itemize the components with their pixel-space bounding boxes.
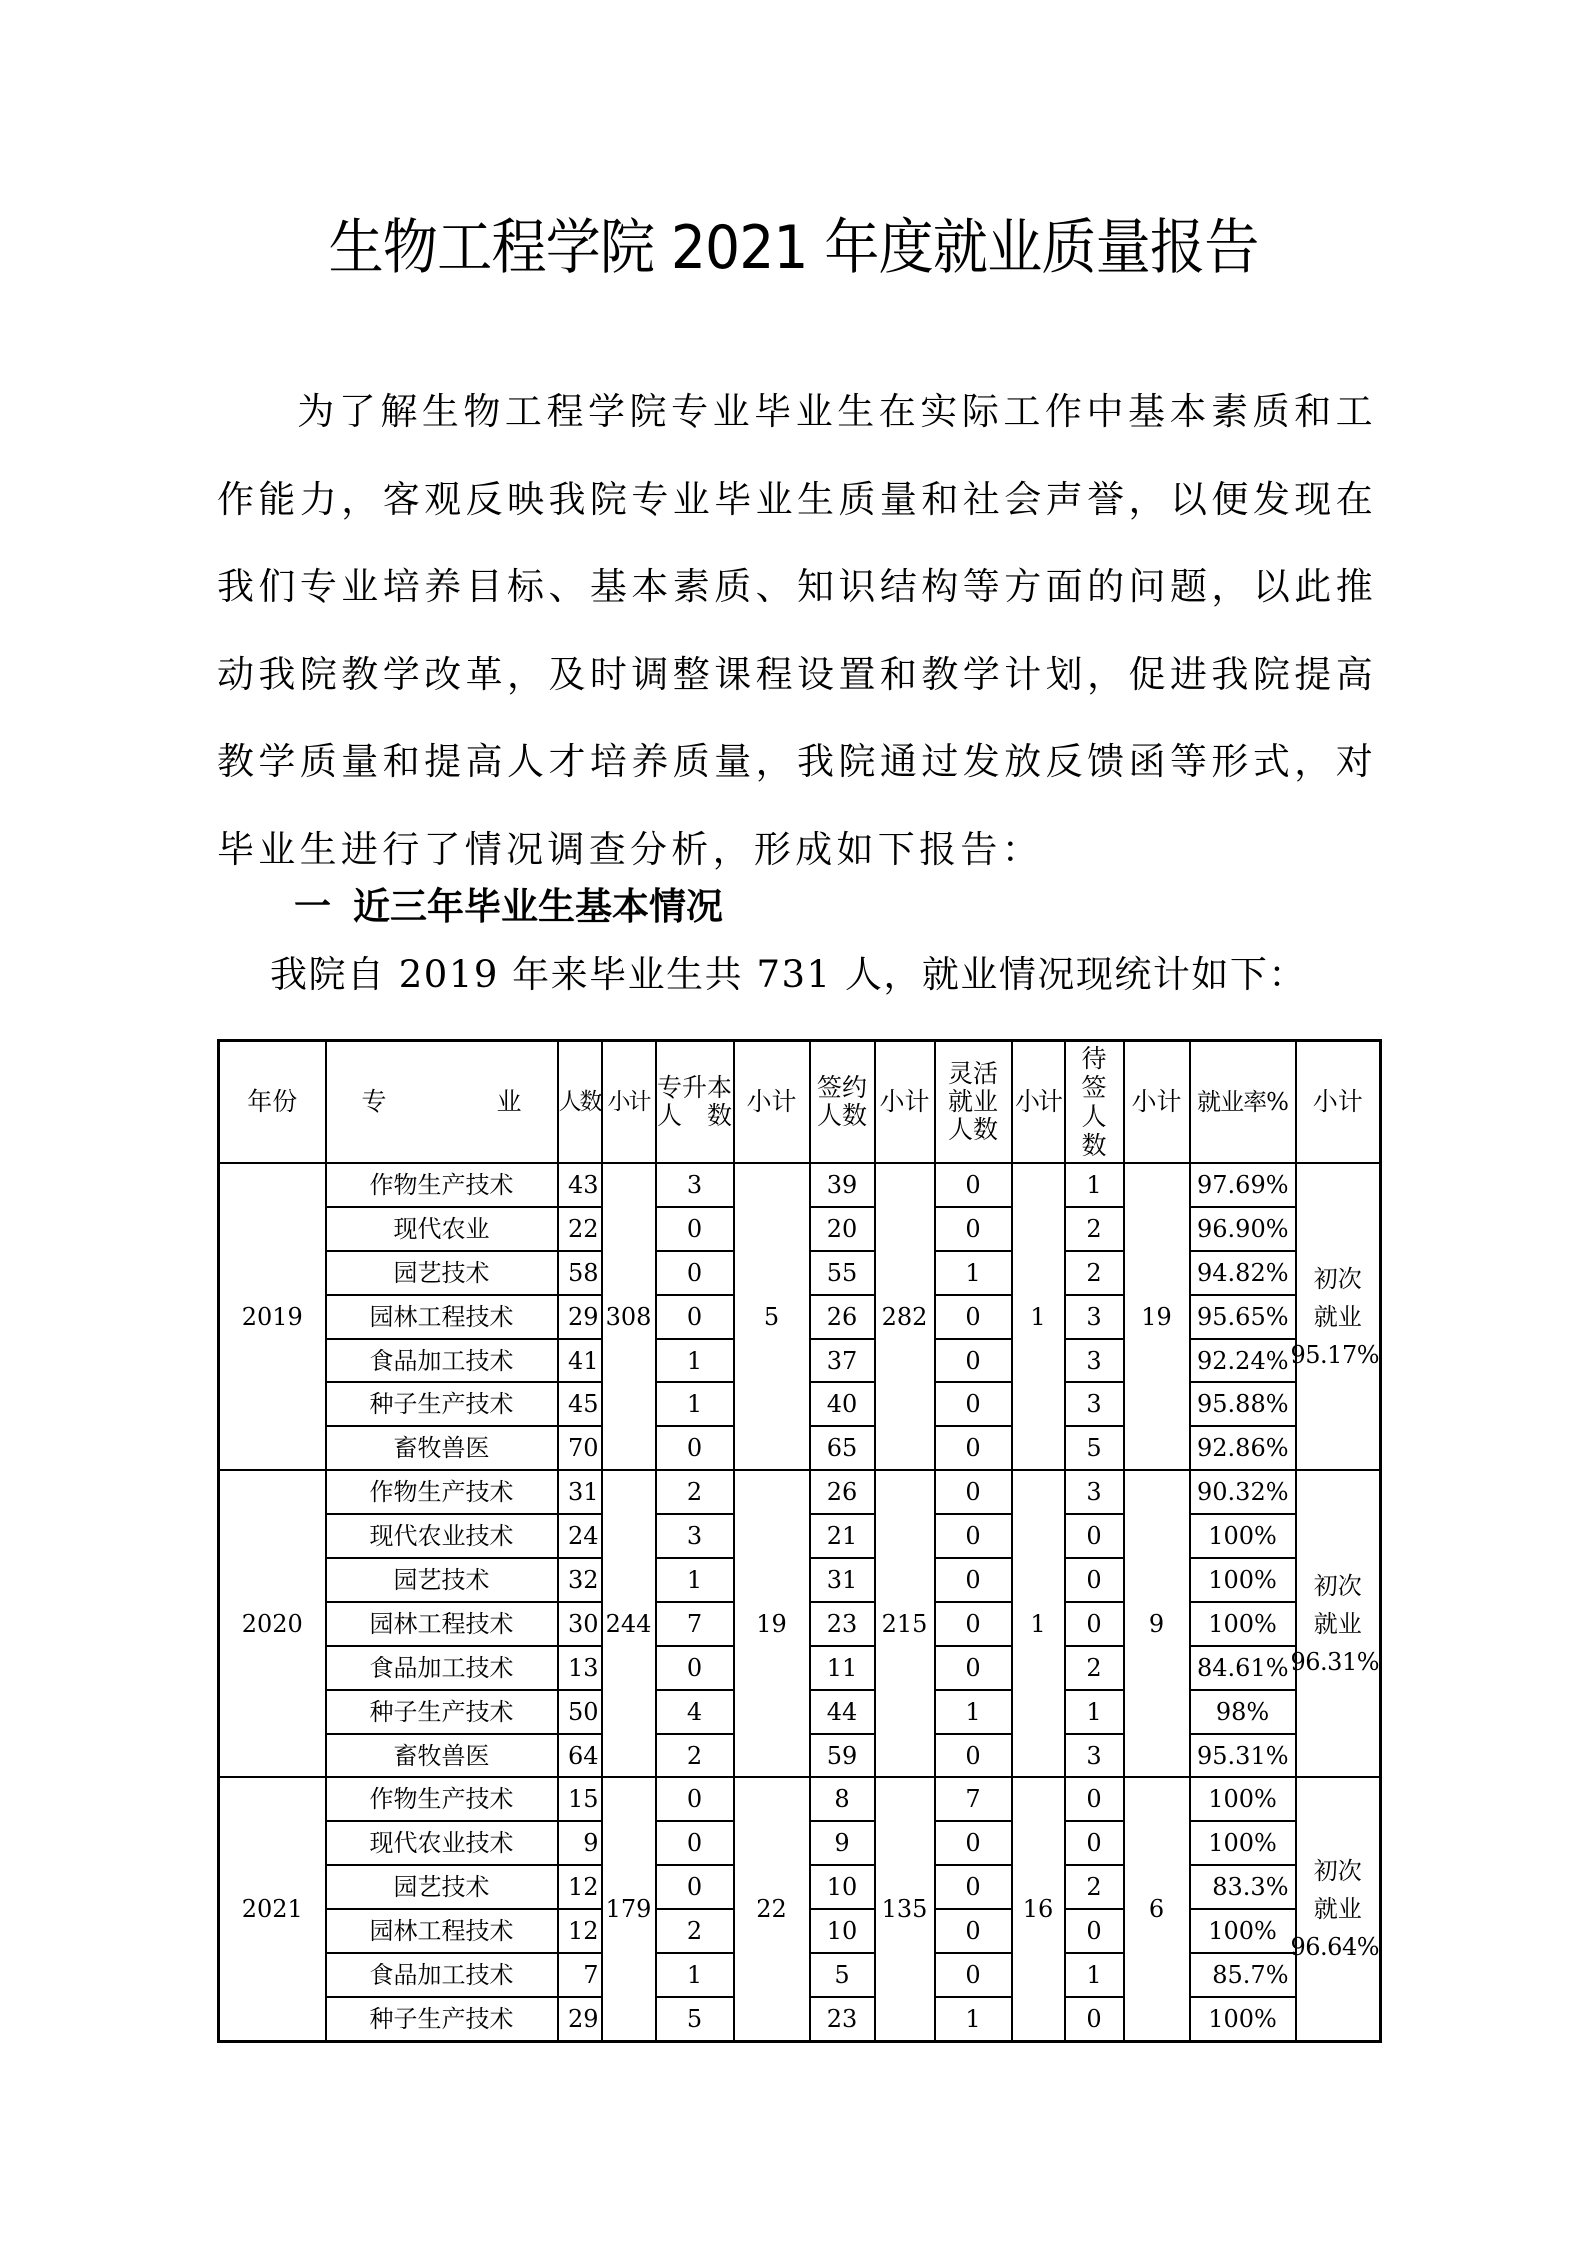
upgrade-subtotal-cell: 19 [734,1470,810,1777]
pending-cell: 3 [1065,1295,1124,1339]
pending-cell: 2 [1065,1251,1124,1295]
signed-cell: 10 [810,1909,875,1953]
major-cell: 种子生产技术 [326,1382,558,1426]
rate-cell: 95.65% [1190,1295,1296,1339]
rate-cell: 100% [1190,1909,1296,1953]
rate-cell: 84.61% [1190,1646,1296,1690]
signed-cell: 11 [810,1646,875,1690]
count-subtotal-cell: 308 [602,1163,656,1470]
count-cell: 64 [558,1734,602,1778]
pending-cell: 0 [1065,1777,1124,1821]
initial-employment-label: 就业 [1313,1302,1362,1331]
upgrade-cell: 0 [656,1295,734,1339]
count-cell: 45 [558,1382,602,1426]
pending-cell: 3 [1065,1339,1124,1383]
rate-cell: 98% [1190,1690,1296,1734]
signed-cell: 39 [810,1163,875,1207]
upgrade-subtotal-cell: 5 [734,1163,810,1470]
upgrade-cell: 1 [656,1953,734,1997]
year-cell: 2021 [219,1777,326,2041]
header-flexible-subtotal: 小计 [1012,1041,1065,1164]
flexible-subtotal-cell: 1 [1012,1470,1065,1777]
major-cell: 畜牧兽医 [326,1426,558,1470]
document-title: 生物工程学院 2021 年度就业质量报告 [328,213,1259,283]
pending-cell: 3 [1065,1382,1124,1426]
upgrade-cell: 0 [656,1251,734,1295]
upgrade-subtotal-cell: 22 [734,1777,810,2041]
pending-subtotal-cell: 6 [1124,1777,1190,2041]
count-cell: 50 [558,1690,602,1734]
signed-cell: 5 [810,1953,875,1997]
major-cell: 畜牧兽医 [326,1734,558,1778]
pending-cell: 3 [1065,1470,1124,1514]
pending-cell: 1 [1065,1690,1124,1734]
section-heading [294,882,723,932]
header-upgrade: 专升本人 数 [656,1041,734,1164]
pending-cell: 0 [1065,1514,1124,1558]
pending-cell: 5 [1065,1426,1124,1470]
header-major-a: 专 [361,1087,387,1116]
rate-cell: 92.86% [1190,1426,1296,1470]
major-cell: 种子生产技术 [326,1690,558,1734]
upgrade-cell: 5 [656,1997,734,2041]
signed-cell: 65 [810,1426,875,1470]
header-rate-subtotal: 小计 [1296,1041,1381,1164]
flexible-cell: 0 [935,1909,1012,1953]
pending-cell: 0 [1065,1997,1124,2041]
pending-cell: 1 [1065,1953,1124,1997]
flexible-cell: 0 [935,1953,1012,1997]
count-cell: 22 [558,1207,602,1251]
count-subtotal-cell: 244 [602,1470,656,1777]
count-cell: 70 [558,1426,602,1470]
rate-cell: 90.32% [1190,1470,1296,1514]
signed-subtotal-cell: 135 [875,1777,935,2041]
signed-cell: 26 [810,1295,875,1339]
rate-cell: 100% [1190,1821,1296,1865]
count-cell: 32 [558,1558,602,1602]
upgrade-cell: 1 [656,1558,734,1602]
count-cell: 58 [558,1251,602,1295]
header-upgrade-subtotal: 小计 [734,1041,810,1164]
signed-cell: 55 [810,1251,875,1295]
rate-subtotal-cell [1290,1163,1381,1470]
count-cell: 9 [558,1821,602,1865]
rate-cell: 100% [1190,1777,1296,1821]
rate-cell: 95.88% [1190,1382,1296,1426]
flexible-cell: 0 [935,1426,1012,1470]
flexible-cell: 0 [935,1821,1012,1865]
signed-cell: 9 [810,1821,875,1865]
major-cell: 食品加工技术 [326,1646,558,1690]
upgrade-cell: 0 [656,1865,734,1909]
pending-subtotal-cell: 19 [1124,1163,1190,1470]
count-subtotal-cell: 179 [602,1777,656,2041]
major-cell: 园艺技术 [326,1558,558,1602]
header-count: 人数 [558,1041,602,1164]
section-number: 一 [294,885,331,928]
rate-cell: 92.24% [1190,1339,1296,1383]
flexible-subtotal-cell: 16 [1012,1777,1065,2041]
count-cell: 31 [558,1470,602,1514]
major-cell: 作物生产技术 [326,1163,558,1207]
header-pending: 待签人数 [1065,1041,1124,1164]
flexible-cell: 0 [935,1207,1012,1251]
flexible-cell: 0 [935,1514,1012,1558]
flexible-cell: 0 [935,1646,1012,1690]
major-cell: 现代农业 [326,1207,558,1251]
upgrade-cell: 7 [656,1602,734,1646]
count-cell: 41 [558,1339,602,1383]
flexible-cell: 0 [935,1865,1012,1909]
flexible-cell: 1 [935,1690,1012,1734]
pending-cell: 2 [1065,1207,1124,1251]
signed-cell: 23 [810,1997,875,2041]
intro-paragraph [217,368,1377,893]
upgrade-cell: 0 [656,1207,734,1251]
rate-cell: 83.3% [1190,1865,1296,1909]
pending-cell: 0 [1065,1558,1124,1602]
major-cell: 现代农业技术 [326,1821,558,1865]
upgrade-cell: 0 [656,1646,734,1690]
major-cell: 作物生产技术 [326,1470,558,1514]
signed-cell: 59 [810,1734,875,1778]
section-heading-text: 近三年毕业生基本情况 [353,885,723,928]
flexible-cell: 0 [935,1339,1012,1383]
count-cell: 12 [558,1865,602,1909]
initial-employment-rate: 96.64% [1290,1933,1380,1962]
major-cell: 作物生产技术 [326,1777,558,1821]
upgrade-cell: 3 [656,1514,734,1558]
upgrade-cell: 2 [656,1470,734,1514]
signed-cell: 21 [810,1514,875,1558]
upgrade-cell: 1 [656,1339,734,1383]
initial-employment-label: 初次 [1313,1264,1362,1293]
signed-cell: 20 [810,1207,875,1251]
major-cell: 园艺技术 [326,1251,558,1295]
flexible-cell: 0 [935,1163,1012,1207]
signed-cell: 8 [810,1777,875,1821]
signed-cell: 40 [810,1382,875,1426]
pending-cell: 1 [1065,1163,1124,1207]
upgrade-cell: 1 [656,1382,734,1426]
signed-cell: 23 [810,1602,875,1646]
flexible-cell: 1 [935,1251,1012,1295]
count-cell: 24 [558,1514,602,1558]
rate-subtotal-cell [1290,1470,1381,1777]
rate-cell: 100% [1190,1558,1296,1602]
year-cell: 2019 [219,1163,326,1470]
pending-cell: 0 [1065,1602,1124,1646]
flexible-cell: 7 [935,1777,1012,1821]
initial-employment-label: 初次 [1313,1571,1362,1600]
header-year: 年份 [219,1041,326,1164]
header-count-subtotal: 小计 [602,1041,656,1164]
pending-subtotal-cell: 9 [1124,1470,1190,1777]
count-cell: 15 [558,1777,602,1821]
rate-cell: 95.31% [1190,1734,1296,1778]
count-cell: 43 [558,1163,602,1207]
count-cell: 29 [558,1295,602,1339]
signed-cell: 10 [810,1865,875,1909]
rate-cell: 97.69% [1190,1163,1296,1207]
major-cell: 现代农业技术 [326,1514,558,1558]
upgrade-cell: 2 [656,1909,734,1953]
count-cell: 29 [558,1997,602,2041]
flexible-cell: 0 [935,1382,1012,1426]
signed-cell: 44 [810,1690,875,1734]
flexible-cell: 0 [935,1470,1012,1514]
initial-employment-rate: 95.17% [1290,1340,1380,1369]
header-signed: 签约人数 [810,1041,875,1164]
pending-cell: 0 [1065,1909,1124,1953]
rate-cell: 94.82% [1190,1251,1296,1295]
table-row [219,1777,1381,1821]
initial-employment-rate: 96.31% [1290,1647,1380,1676]
upgrade-cell: 0 [656,1426,734,1470]
rate-cell: 85.7% [1190,1953,1296,1997]
flexible-subtotal-cell: 1 [1012,1163,1065,1470]
pending-cell: 2 [1065,1865,1124,1909]
initial-employment-label: 就业 [1313,1895,1362,1924]
rate-cell: 96.90% [1190,1207,1296,1251]
rate-cell: 100% [1190,1997,1296,2041]
upgrade-cell: 0 [656,1821,734,1865]
signed-subtotal-cell: 215 [875,1470,935,1777]
initial-employment-label: 就业 [1313,1609,1362,1638]
section-summary: 我院自 2019 年来毕业生共 731 人，就业情况现统计如下： [270,953,1307,996]
signed-cell: 31 [810,1558,875,1602]
major-cell: 园林工程技术 [326,1602,558,1646]
pending-cell: 0 [1065,1821,1124,1865]
year-cell: 2020 [219,1470,326,1777]
upgrade-cell: 3 [656,1163,734,1207]
pending-cell: 3 [1065,1734,1124,1778]
flexible-cell: 0 [935,1295,1012,1339]
count-cell: 30 [558,1602,602,1646]
rate-subtotal-cell [1290,1777,1381,2041]
header-flexible: 灵活就业人数 [935,1041,1012,1164]
employment-stats-table [217,1039,1382,2043]
rate-cell: 100% [1190,1602,1296,1646]
major-cell: 食品加工技术 [326,1339,558,1383]
major-cell: 园林工程技术 [326,1295,558,1339]
major-cell: 园艺技术 [326,1865,558,1909]
pending-cell: 2 [1065,1646,1124,1690]
rate-cell: 100% [1190,1514,1296,1558]
header-rate: 就业率% [1190,1041,1296,1164]
initial-employment-label: 初次 [1313,1857,1362,1886]
header-signed-subtotal: 小计 [875,1041,935,1164]
header-major [326,1041,558,1164]
signed-cell: 37 [810,1339,875,1383]
signed-subtotal-cell: 282 [875,1163,935,1470]
major-cell: 种子生产技术 [326,1997,558,2041]
flexible-cell: 0 [935,1734,1012,1778]
flexible-cell: 0 [935,1602,1012,1646]
count-cell: 12 [558,1909,602,1953]
upgrade-cell: 0 [656,1777,734,1821]
signed-cell: 26 [810,1470,875,1514]
table-header-row [219,1041,1381,1164]
flexible-cell: 0 [935,1558,1012,1602]
upgrade-cell: 2 [656,1734,734,1778]
count-cell: 7 [558,1953,602,1997]
header-pending-subtotal: 小计 [1124,1041,1190,1164]
count-cell: 13 [558,1646,602,1690]
intro-paragraph-text: 为了解生物工程学院专业毕业生在实际工作中基本素质和工作能力，客观反映我院专业毕业生质量和社会声誉，以便发现在我们专业培养目标、基本素质、知识结构等方面的问题，以此推动我院教学改革，及时调整课程设置和教学计划，促进我院提高教学质量和提高人才培养质量，我院通过发放反馈函等形式，对毕业生进行了情况调查分析，形成如下报告： [217,390,1377,871]
upgrade-cell: 4 [656,1690,734,1734]
flexible-cell: 1 [935,1997,1012,2041]
major-cell: 园林工程技术 [326,1909,558,1953]
table-row [219,1470,1381,1514]
header-major-b: 业 [496,1087,522,1116]
table-row [219,1163,1381,1207]
major-cell: 食品加工技术 [326,1953,558,1997]
